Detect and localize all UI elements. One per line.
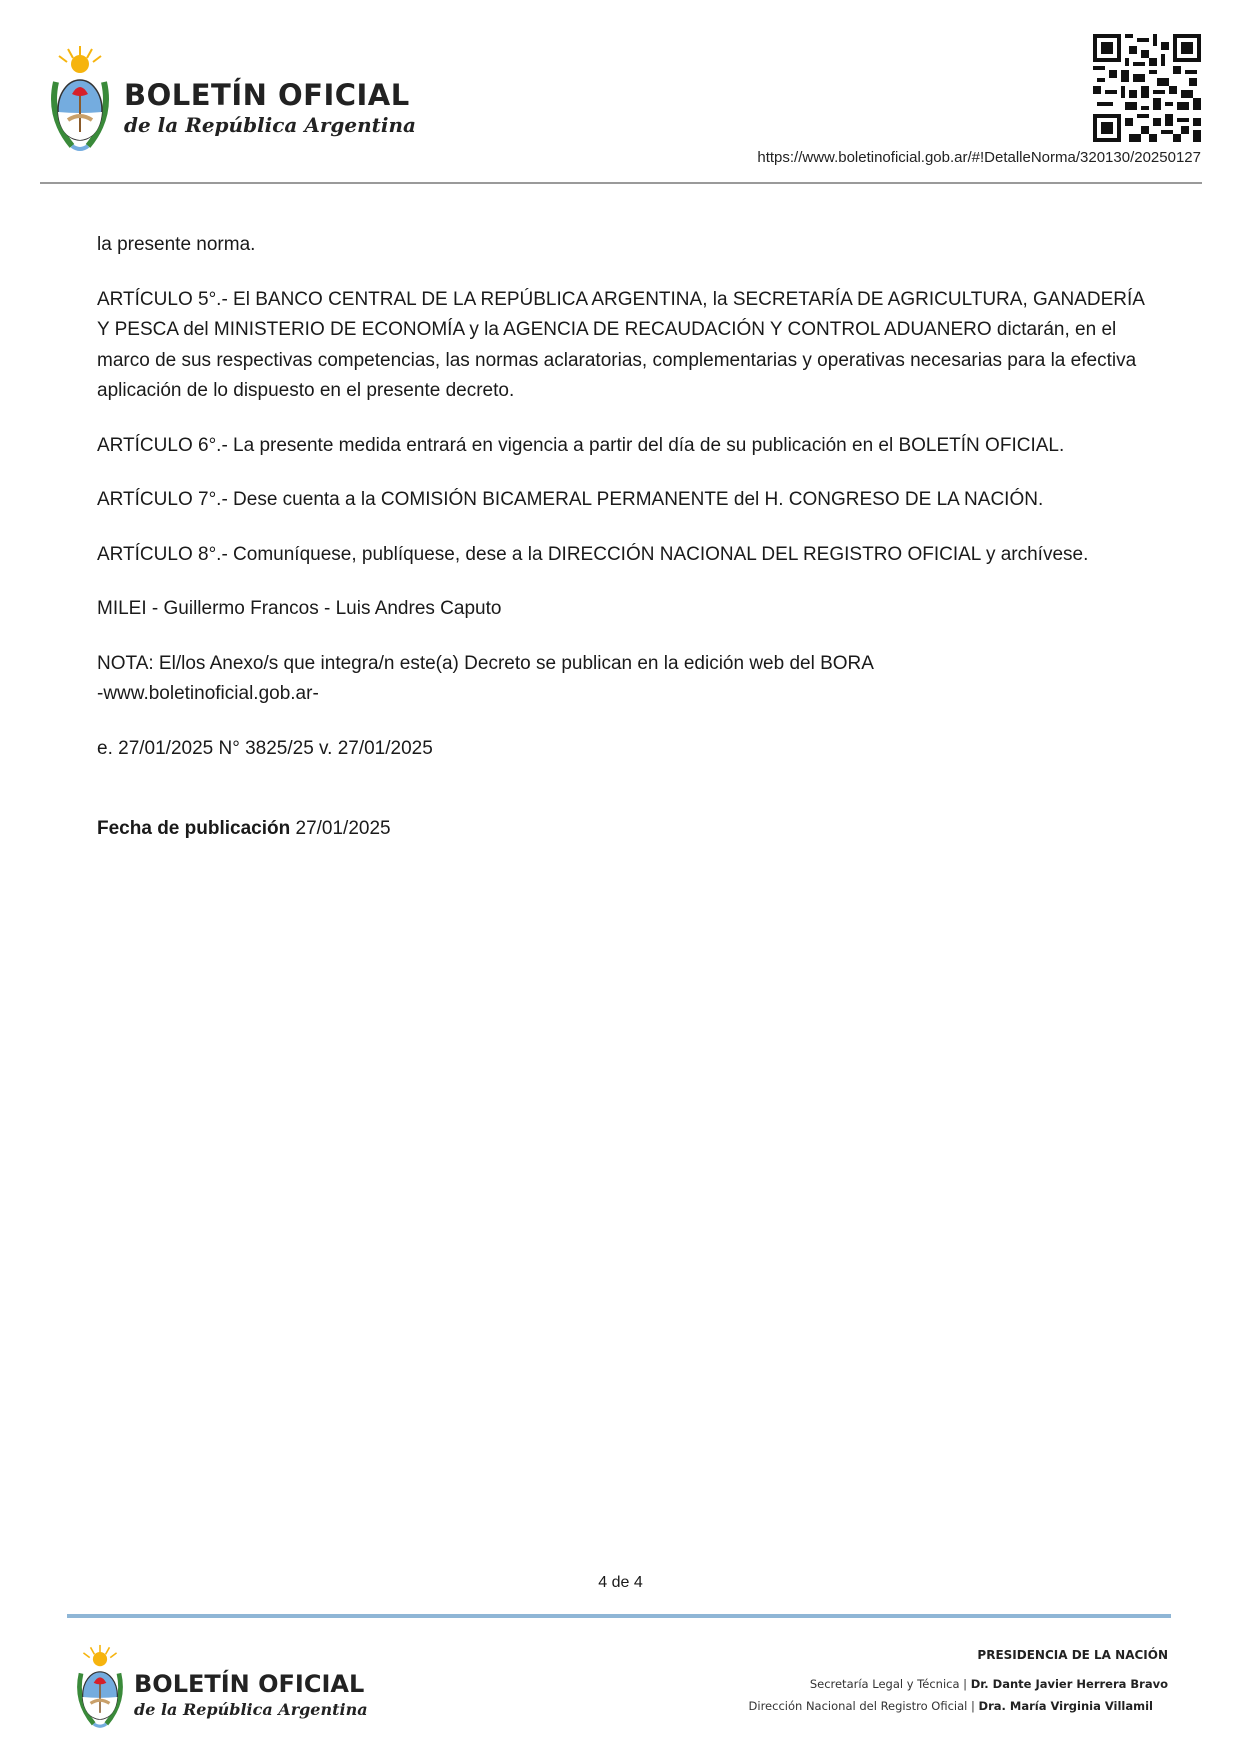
- publication-date: 27/01/2025: [295, 818, 391, 839]
- publication-date-line: [97, 814, 1147, 845]
- page-number: 4 de 4: [598, 1574, 643, 1591]
- direccion-label: Dirección Nacional del Registro Oficial: [748, 1699, 968, 1713]
- article-7: ARTÍCULO 7°.- Dese cuenta a la COMISIÓN BICAMERAL PERMANENTE del H. CONGRESO DE LA NACIÓN.: [97, 489, 1044, 510]
- article-8: ARTÍCULO 8°.- Comuníquese, publíquese, dese a la DIRECCIÓN NACIONAL DEL REGISTRO OFICIAL y archívese.: [97, 543, 1089, 565]
- header-title: BOLETÍN OFICIAL: [124, 78, 410, 112]
- footer-title: BOLETÍN OFICIAL: [134, 1670, 365, 1698]
- direccion-name: Dra. María Virginia Villamil: [978, 1699, 1153, 1713]
- footer-divider: [67, 1614, 1171, 1618]
- header-subtitle: de la República Argentina: [124, 113, 416, 137]
- header-divider: [40, 182, 1202, 184]
- paragraph-continuation: la presente norma.: [97, 234, 256, 255]
- qr-code-icon: [1093, 34, 1201, 142]
- article-6: ARTÍCULO 6°.- La presente medida entrará en vigencia a partir del día de su publicación en el BOLETÍN OFICIAL.: [97, 434, 1065, 456]
- secretaria-label: Secretaría Legal y Técnica: [809, 1677, 960, 1691]
- norma-url[interactable]: https://www.boletinoficial.gob.ar/#!DetalleNorma/320130/20250127: [757, 149, 1201, 166]
- secretaria-line: Secretaría Legal y Técnica | Dr. Dante Javier Herrera Bravo: [809, 1677, 1168, 1691]
- footer-subtitle: de la República Argentina: [134, 1700, 368, 1719]
- nota-line-1: NOTA: El/los Anexo/s que integra/n este(a) Decreto se publican en la edición web del BORA: [97, 652, 874, 674]
- direccion-line: Dirección Nacional del Registro Oficial | Dra. María Virginia Villamil: [748, 1699, 1153, 1713]
- article-5: ARTÍCULO 5°.- El BANCO CENTRAL DE LA REPÚBLICA ARGENTINA, la SECRETARÍA DE AGRICULTURA, GANADERÍA Y PESCA del MINISTERIO DE ECONOMÍA y la AGENCIA DE RECAUDACIÓN Y CONTROL ADUANERO dictarán, en el marco de sus respectivas competencias, las normas aclaratorias, complementarias y operativas necesarias para la efectiva aplicación de lo dispuesto en el presente decreto.: [97, 288, 1144, 401]
- nota: [97, 649, 1147, 710]
- signatures: MILEI - Guillermo Francos - Luis Andres Caputo: [97, 598, 502, 619]
- argentina-coat-of-arms-icon: [42, 42, 118, 154]
- presidencia-label: PRESIDENCIA DE LA NACIÓN: [977, 1648, 1168, 1662]
- footer-coat-of-arms-icon: [70, 1640, 130, 1732]
- secretaria-name: Dr. Dante Javier Herrera Bravo: [970, 1677, 1168, 1691]
- edition-line: e. 27/01/2025 N° 3825/25 v. 27/01/2025: [97, 737, 433, 759]
- publication-date-label: Fecha de publicación: [97, 818, 291, 839]
- nota-line-2: -www.boletinoficial.gob.ar-: [97, 683, 319, 704]
- document-body: [97, 230, 1147, 869]
